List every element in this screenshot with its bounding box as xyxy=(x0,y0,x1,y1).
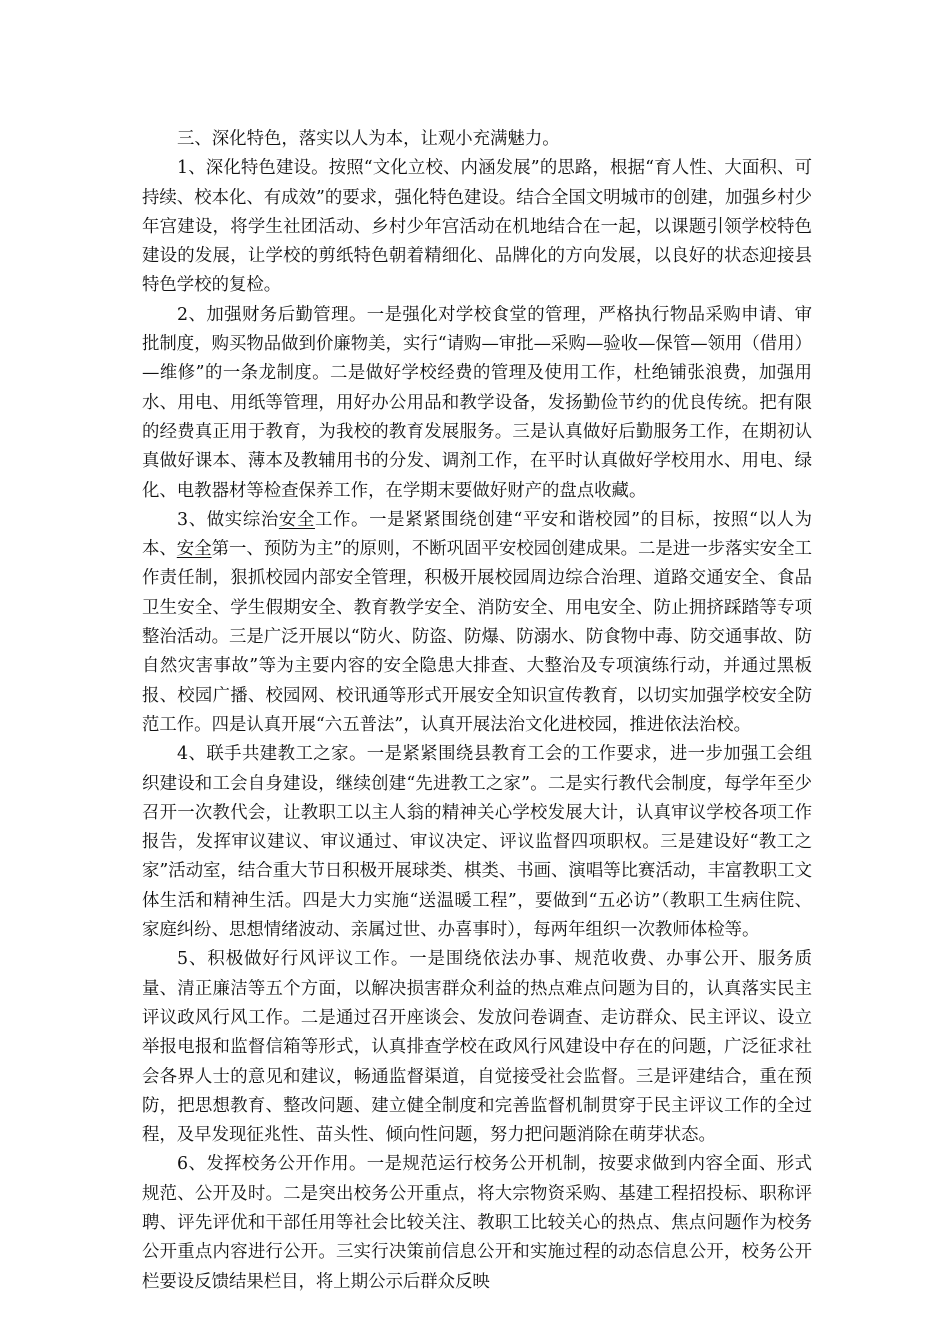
document-body xyxy=(142,125,812,1297)
paragraph-text: 工作。一是紧紧围绕创建“平安和谐校园”的目标，按照“以人为本、 xyxy=(142,509,812,560)
paragraph-finance-logistics: 2、加强财务后勤管理。一是强化对学校食堂的管理，严格执行物品采购申请、审批制度，购买物品做到价廉物美，实行“请购—审批—采购—验收—保管—领用（借用）—维修”的一条龙制度。二是做好学校经费的管理及使用工作，杜绝铺张浪费，加强用水、用电、用纸等管理，用好办公用品和教学设备，发扬勤俭节约的优良传统。把有限的经费真正用于教育，为我校的教育发展服务。三是认真做好后勤服务工作，在期初认真做好课本、薄本及教辅用书的分发、调剂工作，在平时认真做好学校用水、用电、绿化、电教器材等检查保养工作，在学期末要做好财产的盘点收藏。 xyxy=(142,304,812,501)
paragraph-text: 第一、预防为主”的原则，不断巩固平安校园创建成果。二是进一步落实安全工作责任制，狠抓校园内部安全管理，积极开展校园周边综合治理、道路交通安全、食品卫生安全、学生假期安全、教育教学安全、消防安全、用电安全、防止拥挤踩踏等专项整治活动。三是广泛开展以“防火、防盗、防爆、防溺水、防食物中毒、防交通事故、防自然灾害事故”等为主要内容的安全隐患大排查、大整治及专项演练行动，并通过黑板报、校园广播、校园网、校讯通等形式开展安全知识宣传教育，以切实加强学校安全防范工作。四是认真开展“六五普法”，认真开展法治文化进校园，推进依法治校。 xyxy=(142,539,812,735)
underlined-keyword: 安全 xyxy=(176,539,212,560)
paragraph-safety xyxy=(142,506,812,740)
paragraph-school-affairs: 6、发挥校务公开作用。一是规范运行校务公开机制，按要求做到内容全面、形式规范、公开及时。二是突出校务公开重点，将大宗物资采购、基建工程招投标、职称评聘、评先评优和干部任用等社会比较关注、教职工比较关心的热点、焦点问题作为校务公开重点内容进行公开。三实行决策前信息公开和实施过程的动态信息公开，校务公开栏要设反馈结果栏目，将上期公示后群众反映 xyxy=(142,1154,812,1292)
underlined-keyword: 安全 xyxy=(278,509,315,530)
paragraph-conduct-review: 5、积极做好行风评议工作。一是围绕依法办事、规范收费、办事公开、服务质量、清正廉洁等五个方面，以解决损害群众利益的热点难点问题为目的，认真落实民主评议政风行风工作。二是通过召开座谈会、发放问卷调查、走访群众、民主评议、设立举报电报和监督信箱等形式，认真排查学校在政风行风建设中存在的问题，广泛征求社会各界人士的意见和建议，畅通监督渠道，自觉接受社会监督。三是评建结合，重在预防，把思想教育、整改问题、建立健全制度和完善监督机制贯穿于民主评议工作的全过程，及早发现征兆性、苗头性、倾向性问题，努力把问题消除在萌芽状态。 xyxy=(142,949,812,1146)
paragraph-staff-home: 4、联手共建教工之家。一是紧紧围绕县教育工会的工作要求，进一步加强工会组织建设和工会自身建设，继续创建“先进教工之家”。二是实行教代会制度，每学年至少召开一次教代会，让教职工以主人翁的精神关心学校发展大计，认真审议学校各项工作报告，发挥审议建议、审议通过、审议决定、评议监督四项职权。三是建设好“教工之家”活动室，结合重大节日积极开展球类、棋类、书画、演唱等比赛活动，丰富教职工文体生活和精神生活。四是大力实施“送温暖工程”，要做到“五必访”（教职工生病住院、家庭纠纷、思想情绪波动、亲属过世、办喜事时），每两年组织一次教师体检等。 xyxy=(142,744,812,941)
paragraph-text: 3、做实综治 xyxy=(177,509,279,530)
paragraph-special-features: 1、深化特色建设。按照“文化立校、内涵发展”的思路，根据“育人性、大面积、可持续、校本化、有成效”的要求，强化特色建设。结合全国文明城市的创建，加强乡村少年宫建设，将学生社团活动、乡村少年宫活动在机地结合在一起，以课题引领学校特色建设的发展，让学校的剪纸特色朝着精细化、品牌化的方向发展，以良好的状态迎接县特色学校的复检。 xyxy=(142,158,812,296)
section-heading: 三、深化特色，落实以人为本，让观小充满魅力。 xyxy=(177,129,560,149)
